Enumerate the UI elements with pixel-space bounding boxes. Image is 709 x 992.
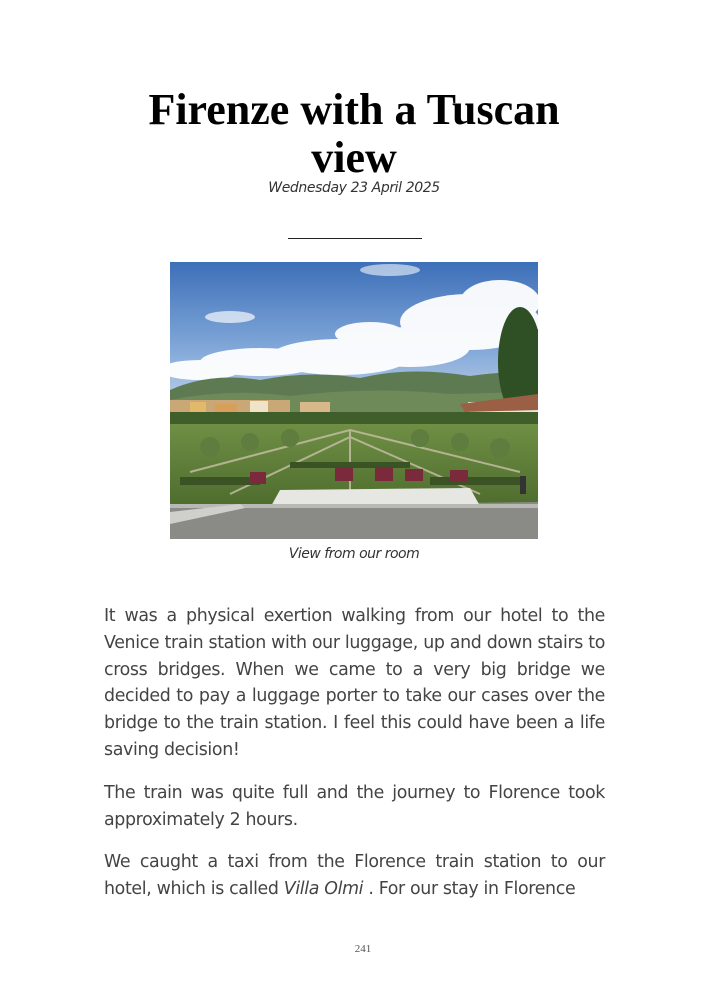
garden-landscape-illustration [170, 262, 538, 539]
paragraph-1: It was a physical exertion walking from our hotel to the Venice train station with our luggage, up and down stairs to cross bridges. When we came to a very big bridge we decided to pay a luggage porter to take our cases over the bridge to the train station. I feel this could have been a life saving decision! [104, 606, 605, 760]
article-body [104, 603, 605, 919]
photo-caption: View from our room [288, 546, 420, 562]
paragraph-2: The train was quite full and the journey to Florence took approximately 2 hours. [104, 782, 605, 830]
paragraph-3-start: We caught a taxi from the Florence train station to our hotel, which is called [104, 852, 605, 900]
page-title: Firenze with a Tuscan view [148, 85, 560, 182]
page-number: 241 [354, 943, 372, 955]
hotel-name: Villa Olmi [283, 879, 364, 900]
paragraph-3-end: . For our stay in Florence [363, 879, 576, 900]
entry-date: Wednesday 23 April 2025 [268, 180, 440, 196]
hotel-view-photo [170, 262, 538, 539]
paragraph-3 [104, 849, 605, 903]
divider [288, 238, 422, 239]
